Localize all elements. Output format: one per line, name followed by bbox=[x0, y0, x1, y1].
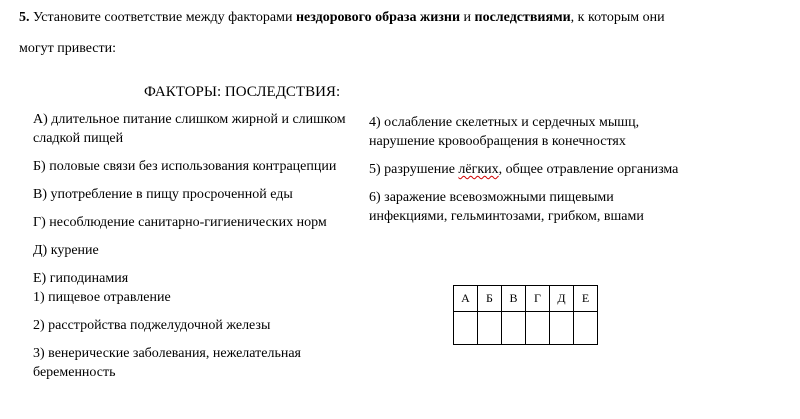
factor-e: Е) гиподинамия bbox=[33, 271, 129, 286]
answer-cell-b[interactable] bbox=[478, 312, 502, 345]
factor-g: Г) несоблюдение санитарно-гигиенических норм bbox=[33, 215, 327, 230]
question-bold-factors: нездорового образа жизни bbox=[295, 10, 461, 25]
question-bold-consequences: последствиями bbox=[474, 10, 571, 25]
question-text-part-3: , к которым они bbox=[570, 10, 665, 25]
answer-header-v: В bbox=[502, 286, 526, 312]
answer-table-header-row bbox=[454, 286, 598, 312]
answer-cell-v[interactable] bbox=[502, 312, 526, 345]
factor-a: А) длительное питание слишком жирной и слишком сладкой пищей bbox=[33, 112, 346, 146]
consequence-6: 6) заражение всевозможными пищевыми инфекциями, гельминтозами, грибком, вшами bbox=[369, 190, 644, 224]
consequence-4: 4) ослабление скелетных и сердечных мышц, нарушение кровообращения в конечностях bbox=[369, 115, 640, 149]
consequence-2: 2) расстройства поджелудочной железы bbox=[33, 318, 271, 333]
consequences-column bbox=[369, 113, 689, 235]
question-text-part-1: Установите соответствие между факторами bbox=[29, 10, 296, 25]
answer-header-d: Д bbox=[550, 286, 574, 312]
consequence-5-misspelled-word: лёгких bbox=[458, 162, 499, 177]
answer-header-e: Е bbox=[574, 286, 598, 312]
question-number: 5. bbox=[19, 10, 30, 25]
answer-header-g: Г bbox=[526, 286, 550, 312]
section-heading: ФАКТОРЫ: ПОСЛЕДСТВИЯ: bbox=[144, 84, 341, 100]
factor-b: Б) половые связи без использования контрацепции bbox=[33, 159, 337, 174]
factor-v: В) употребление в пищу просроченной еды bbox=[33, 187, 293, 202]
consequence-5-prefix: 5) разрушение bbox=[369, 162, 459, 177]
consequence-3: 3) венерические заболевания, нежелательная беременность bbox=[33, 346, 301, 380]
answer-table bbox=[453, 285, 598, 345]
answer-header-b: Б bbox=[478, 286, 502, 312]
factors-column bbox=[33, 110, 353, 391]
question-line-2: могут привести: bbox=[19, 41, 117, 56]
answer-header-a: А bbox=[454, 286, 478, 312]
consequence-1: 1) пищевое отравление bbox=[33, 290, 171, 305]
question-text-part-2: и bbox=[460, 10, 475, 25]
consequence-5-suffix: , общее отравление организма bbox=[498, 162, 679, 177]
answer-cell-d[interactable] bbox=[550, 312, 574, 345]
question-line-1 bbox=[19, 10, 665, 26]
answer-cell-e[interactable] bbox=[574, 312, 598, 345]
consequence-5 bbox=[369, 160, 689, 179]
factor-d: Д) курение bbox=[33, 243, 99, 258]
answer-cell-a[interactable] bbox=[454, 312, 478, 345]
answer-table-input-row bbox=[454, 312, 598, 345]
answer-cell-g[interactable] bbox=[526, 312, 550, 345]
